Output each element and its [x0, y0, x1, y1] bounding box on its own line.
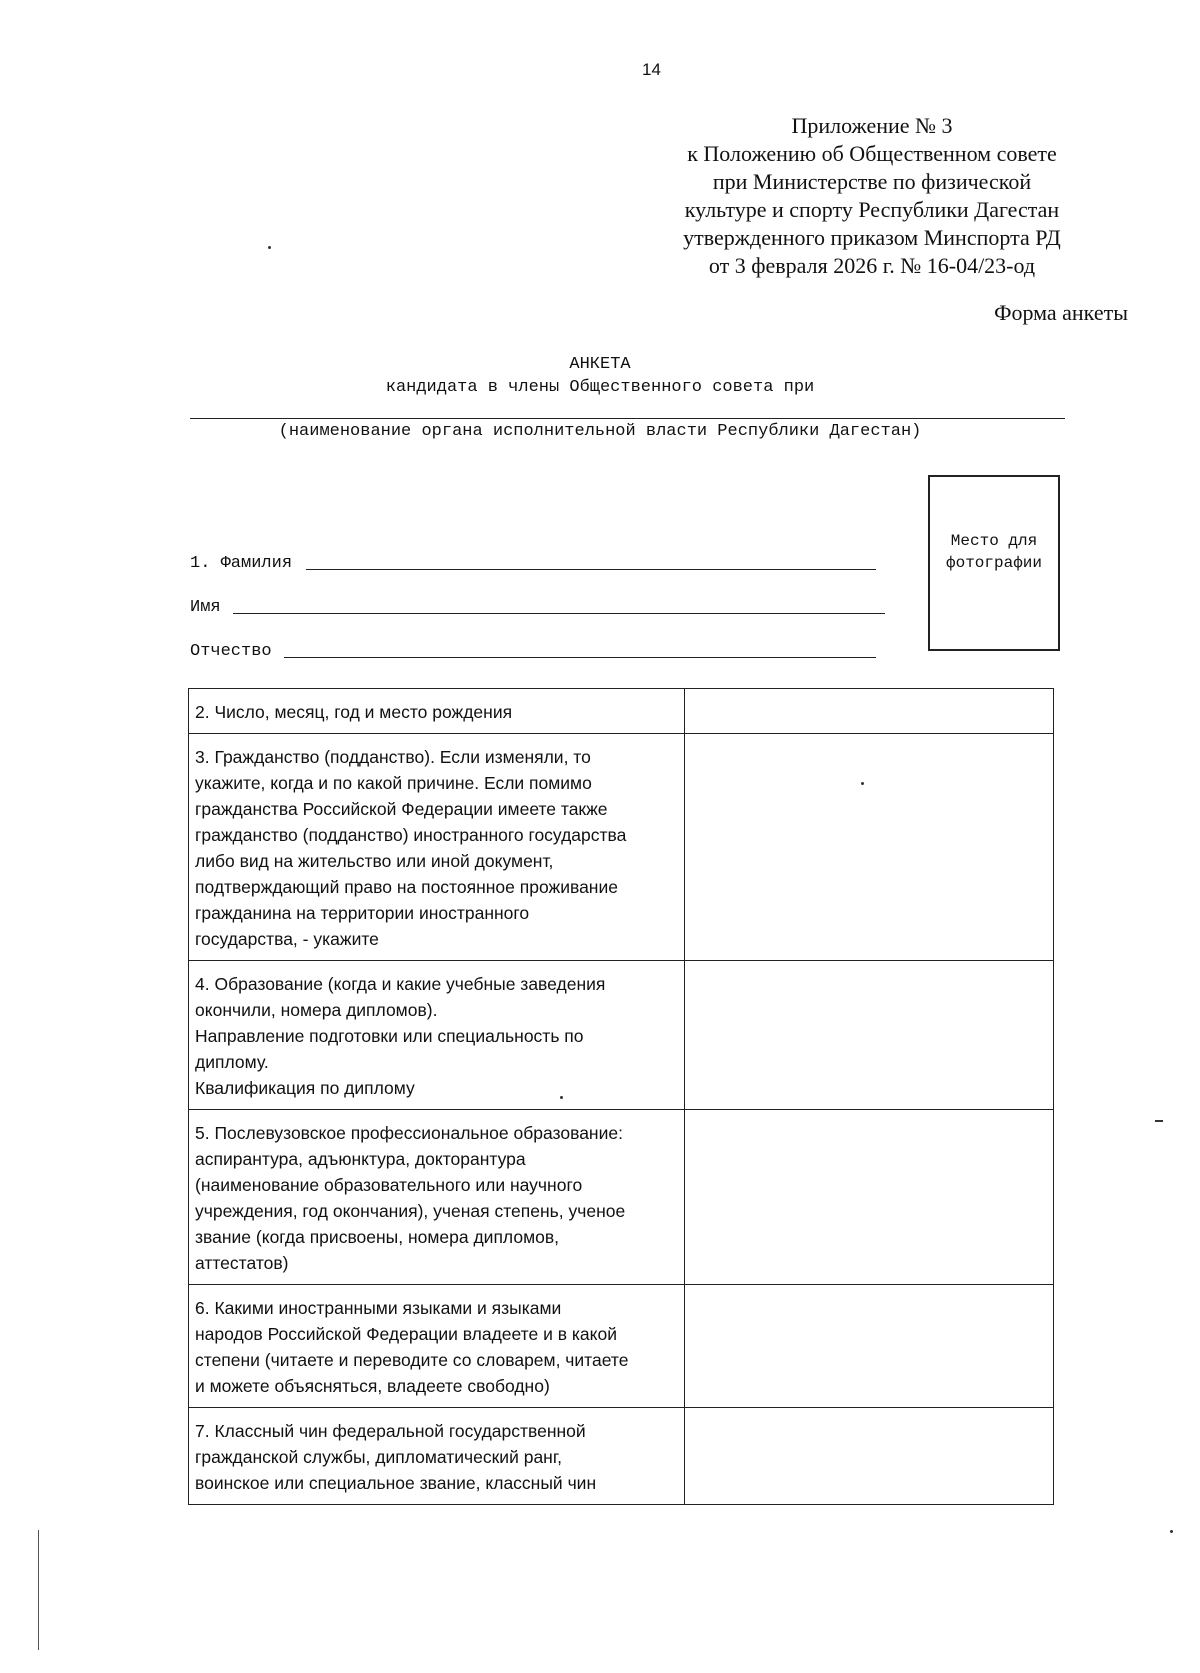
question-cell [189, 1408, 685, 1505]
question-cell [189, 1110, 685, 1285]
table-row [189, 1110, 1054, 1285]
question-text: и можете объясняться, владеете свободно) [195, 1376, 550, 1396]
question-text: 2. Число, месяц, год и место рождения [195, 702, 513, 722]
scan-speck [1170, 1530, 1173, 1533]
photo-placeholder-line: фотографии [945, 554, 1042, 572]
question-text: подтверждающий право на постоянное проживание [195, 877, 618, 897]
table-row [189, 961, 1054, 1110]
scan-margin-mark [1155, 1120, 1163, 1122]
question-text: 5. Послевузовское профессиональное образование: [195, 1123, 623, 1143]
question-text: воинское или специальное звание, классный чин [195, 1473, 597, 1493]
first-name-label: Имя [190, 598, 221, 617]
scan-speck [560, 1096, 563, 1099]
question-cell [189, 689, 685, 734]
question-text: учреждения, год окончания), ученая степень, ученое [195, 1201, 626, 1221]
photo-placeholder-text [930, 530, 1058, 574]
answer-cell[interactable] [684, 734, 1053, 961]
appendix-line: при Министерстве по физической [712, 169, 1032, 194]
question-text: звание (когда присвоены, номера дипломов, [195, 1227, 559, 1247]
scan-speck [861, 782, 864, 785]
question-text: гражданство (подданство) иностранного государства [195, 825, 627, 845]
question-text: диплому. [195, 1052, 269, 1072]
question-cell [189, 734, 685, 961]
question-text: Направление подготовки или специальность по [195, 1026, 584, 1046]
answer-cell[interactable] [684, 1408, 1053, 1505]
question-text: гражданства Российской Федерации имеете также [195, 799, 608, 819]
question-text: аспирантура, адъюнктура, докторантура [195, 1149, 526, 1169]
patronymic-input-line[interactable] [284, 656, 876, 658]
first-name-field [190, 598, 885, 617]
appendix-line: утвержденного приказом Минспорта РД [683, 225, 1061, 250]
answer-cell[interactable] [684, 689, 1053, 734]
question-text: либо вид на жительство или иной документ, [195, 851, 554, 871]
organ-caption: (наименование органа исполнительной власти Республики Дагестан) [278, 422, 922, 441]
appendix-line: культуре и спорту Республики Дагестан [684, 197, 1060, 222]
surname-label: 1. Фамилия [190, 554, 293, 573]
answer-cell[interactable] [684, 1110, 1053, 1285]
question-text: 6. Какими иностранными языками и языками [195, 1298, 562, 1318]
form-label: Форма анкеты [994, 300, 1128, 325]
anketa-subtitle: кандидата в члены Общественного совета при [385, 378, 815, 397]
question-text: 7. Классный чин федеральной государственной [195, 1421, 586, 1441]
surname-input-line[interactable] [306, 568, 876, 570]
table-row [189, 1408, 1054, 1505]
question-text: государства, - укажите [195, 929, 379, 949]
organ-name-line[interactable] [190, 418, 1065, 419]
patronymic-field [190, 642, 876, 661]
answer-cell[interactable] [684, 1285, 1053, 1408]
question-text: гражданина на территории иностранного [195, 903, 530, 923]
photo-placeholder-line: Место для [950, 532, 1038, 550]
question-text: аттестатов) [195, 1253, 289, 1273]
question-text: окончили, номера дипломов). [195, 1000, 438, 1020]
question-text: укажите, когда и по какой причине. Если помимо [195, 773, 592, 793]
appendix-header [632, 112, 1112, 280]
table-row [189, 734, 1054, 961]
page-number: 14 [642, 60, 661, 79]
scan-margin-line [38, 1530, 39, 1650]
anketa-title: АНКЕТА [569, 355, 631, 374]
scan-speck [268, 246, 271, 249]
surname-field [190, 554, 876, 573]
appendix-line: от 3 февраля 2026 г. № 16-04/23-од [708, 253, 1036, 278]
questionnaire-table [188, 688, 1054, 1505]
photo-placeholder-box [928, 475, 1060, 651]
appendix-line: Приложение № 3 [791, 113, 953, 138]
answer-cell[interactable] [684, 961, 1053, 1110]
appendix-line: к Положению об Общественном совете [687, 141, 1057, 166]
table-row [189, 689, 1054, 734]
question-text: степени (читаете и переводите со словарем, читаете [195, 1350, 629, 1370]
question-text: народов Российской Федерации владеете и в какой [195, 1324, 618, 1344]
first-name-input-line[interactable] [233, 612, 885, 614]
table-row [189, 1285, 1054, 1408]
patronymic-label: Отчество [190, 642, 272, 661]
question-cell [189, 1285, 685, 1408]
question-text: 3. Гражданство (подданство). Если изменяли, то [195, 747, 591, 767]
question-text: (наименование образовательного или научного [195, 1175, 583, 1195]
question-text: Квалификация по диплому [195, 1078, 415, 1098]
question-text: 4. Образование (когда и какие учебные заведения [195, 974, 606, 994]
question-cell [189, 961, 685, 1110]
question-text: гражданской службы, дипломатический ранг, [195, 1447, 562, 1467]
